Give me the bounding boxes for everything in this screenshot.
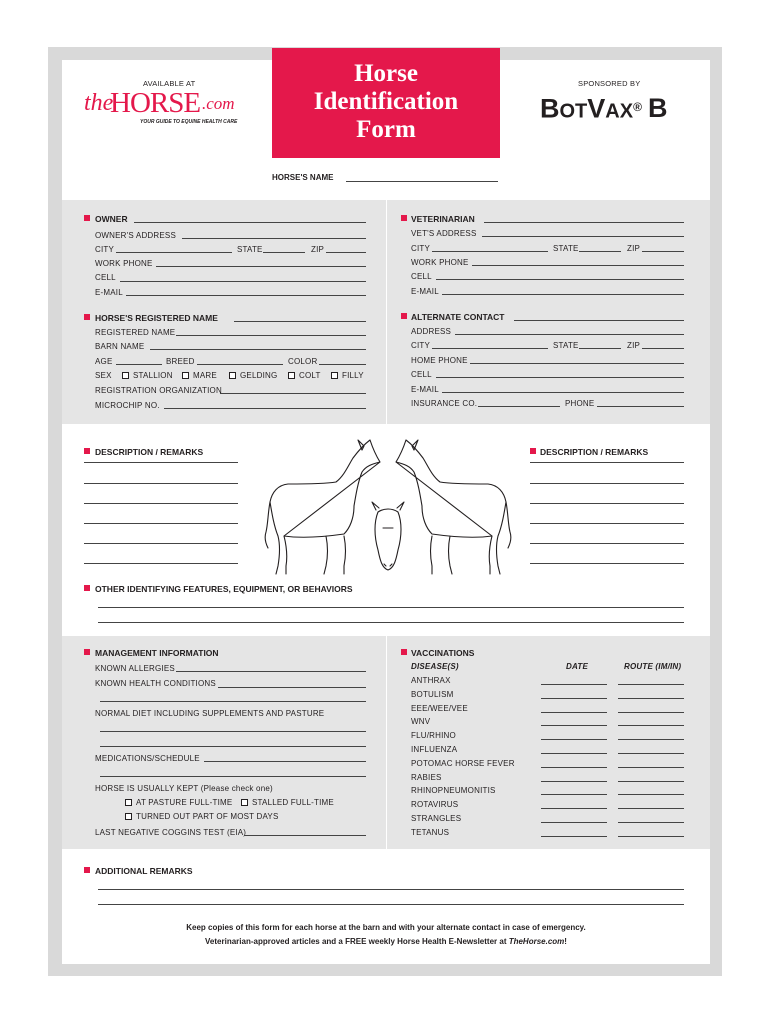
stalled-label: STALLED FULL-TIME [252,798,334,807]
vet-work-phone-label: WORK PHONE [411,258,469,267]
horse-diagram [258,432,518,582]
desc-left-line-2[interactable] [84,483,238,484]
vaccine-route-field[interactable] [618,684,684,685]
colt-label: COLT [299,371,321,380]
vaccine-name: TETANUS [411,827,450,837]
sex-label: SEX [95,371,112,380]
alt-city-label: CITY [411,341,431,350]
turned-out-label: TURNED OUT PART OF MOST DAYS [136,812,279,821]
alt-city-field[interactable] [432,348,548,349]
footer-site-link[interactable]: TheHorse.com [508,937,565,946]
owner-work-phone-label: WORK PHONE [95,259,153,268]
owner-state-field[interactable] [263,252,305,253]
title-line-1: Horse [354,60,418,87]
registered-name-label: REGISTERED NAME [95,328,176,337]
management-divider [386,636,387,849]
registered-bullet [84,314,90,320]
vaccine-date-field[interactable] [541,836,607,837]
alt-zip-field[interactable] [642,348,684,349]
vaccine-route-field[interactable] [618,753,684,754]
additional-line-2[interactable] [98,904,684,905]
footer-line-2-text: Veterinarian-approved articles and a FREE weekly Horse Health E-Newsletter at [205,937,509,946]
owner-work-phone-field[interactable] [156,266,366,267]
vet-address-label: VET'S ADDRESS [411,229,477,238]
desc-right-title: DESCRIPTION / REMARKS [540,447,649,457]
desc-left-line-1[interactable] [84,462,238,463]
alt-email-field[interactable] [442,392,684,393]
allergies-label: KNOWN ALLERGIES [95,664,175,673]
vaccine-route-field[interactable] [618,767,684,768]
vaccine-name: RHINOPNEUMONITIS [411,786,496,796]
desc-left-line-4[interactable] [84,523,238,524]
vaccine-route-field[interactable] [618,712,684,713]
vet-zip-field[interactable] [642,251,684,252]
vet-city-label: CITY [411,244,431,253]
desc-right-line-4[interactable] [530,523,684,524]
alt-email-label: E-MAIL [411,385,439,394]
vaccine-route-field[interactable] [618,725,684,726]
horse-name-label: HORSE'S NAME [272,173,334,182]
mare-checkbox[interactable] [182,372,189,379]
alternate-name-field[interactable] [514,320,684,321]
vaccine-route-field[interactable] [618,739,684,740]
gelding-label: GELDING [240,371,278,380]
alt-state-label: STATE [553,341,579,350]
disease-col-header: DISEASE(S) [411,662,459,671]
vaccine-name: RABIES [411,772,442,782]
filly-checkbox[interactable] [331,372,338,379]
alt-cell-label: CELL [411,370,432,379]
vaccine-name: EEE/WEE/VEE [411,703,468,713]
available-at-label: AVAILABLE AT [143,79,196,88]
medications-line-2[interactable] [100,776,366,777]
owner-title: OWNER [95,214,128,224]
features-line-1[interactable] [98,607,684,608]
alt-home-phone-label: HOME PHONE [411,356,468,365]
vaccine-name: BOTULISM [411,689,454,699]
vaccine-date-field[interactable] [541,712,607,713]
contacts-divider [386,200,387,424]
features-title: OTHER IDENTIFYING FEATURES, EQUIPMENT, OR BEHAVIORS [95,584,353,594]
horse-front-head [372,502,404,570]
vaccine-route-field[interactable] [618,781,684,782]
vet-title: VETERINARIAN [411,214,475,224]
additional-line-1[interactable] [98,889,684,890]
vet-name-field[interactable] [484,222,684,223]
conditions-line-2[interactable] [100,701,366,702]
vet-state-label: STATE [553,244,579,253]
alternate-title: ALTERNATE CONTACT [411,312,505,322]
owner-cell-label: CELL [95,273,116,282]
vaccine-date-field[interactable] [541,781,607,782]
registered-title-field[interactable] [234,321,366,322]
logo-the: the [84,90,114,116]
desc-left-line-6[interactable] [84,563,238,564]
vaccine-date-field[interactable] [541,684,607,685]
owner-city-label: CITY [95,245,115,254]
alt-home-phone-field[interactable] [470,363,684,364]
turned-out-checkbox[interactable] [125,813,132,820]
desc-right-line-6[interactable] [530,563,684,564]
vaccine-date-field[interactable] [541,698,607,699]
management-bullet [84,649,90,655]
registered-name-field[interactable] [176,335,366,336]
stallion-label: STALLION [133,371,173,380]
pasture-checkbox[interactable] [125,799,132,806]
horse-name-field[interactable] [346,181,498,182]
owner-state-label: STATE [237,245,263,254]
barn-name-label: BARN NAME [95,342,145,351]
diet-label: NORMAL DIET INCLUDING SUPPLEMENTS AND PASTURE [95,709,325,718]
horse-left-outline [265,440,380,574]
horse-right-outline [396,440,511,574]
vaccine-date-field[interactable] [541,753,607,754]
vaccine-name: STRANGLES [411,814,462,823]
additional-title: ADDITIONAL REMARKS [95,866,193,876]
diet-line-2[interactable] [100,746,366,747]
stalled-checkbox[interactable] [241,799,248,806]
thehorse-logo [84,88,254,128]
vaccine-name: FLU/RHINO [411,731,456,741]
alt-address-field[interactable] [455,334,684,335]
owner-address-label: OWNER'S ADDRESS [95,231,176,240]
registered-title: HORSE'S REGISTERED NAME [95,313,218,323]
vet-email-label: E-MAIL [411,287,439,296]
vet-zip-label: ZIP [627,244,641,253]
vaccine-name: INFLUENZA [411,745,458,754]
vaccine-route-field[interactable] [618,808,684,809]
vaccine-date-field[interactable] [541,822,607,823]
vet-cell-field[interactable] [436,279,684,280]
insurance-field[interactable] [478,406,560,407]
vaccine-route-field[interactable] [618,822,684,823]
filly-label: FILLY [342,371,364,380]
management-title: MANAGEMENT INFORMATION [95,648,219,658]
vaccine-name: WNV [411,717,431,727]
vaccine-name: ROTAVIRUS [411,800,459,810]
microchip-field[interactable] [164,408,366,409]
kept-label: HORSE IS USUALLY KEPT (Please check one) [95,784,273,793]
mare-label: MARE [193,371,217,380]
vaccine-date-field[interactable] [541,808,607,809]
owner-email-field[interactable] [126,295,366,296]
alt-address-label: ADDRESS [411,327,452,336]
medications-field[interactable] [204,761,366,762]
footer-line-1: Keep copies of this form for each horse at the barn and with your alternate contact in case of emergency. [186,923,586,932]
allergies-field[interactable] [176,671,366,672]
color-field[interactable] [319,364,366,365]
desc-right-line-5[interactable] [530,543,684,544]
vet-email-field[interactable] [442,294,684,295]
owner-city-field[interactable] [116,252,232,253]
vaccine-name: ANTHRAX [411,676,451,685]
desc-left-line-3[interactable] [84,503,238,504]
owner-zip-label: ZIP [311,245,325,254]
additional-bullet [84,867,90,873]
microchip-label: MICROCHIP NO. [95,401,160,410]
footer-line-2-end: ! [564,937,567,946]
diet-line-1[interactable] [100,731,366,732]
vet-city-field[interactable] [432,251,548,252]
vet-work-phone-field[interactable] [472,265,684,266]
vet-cell-label: CELL [411,272,432,281]
owner-cell-field[interactable] [120,281,366,282]
breed-label: BREED [166,357,195,366]
vaccine-date-field[interactable] [541,794,607,795]
desc-left-title: DESCRIPTION / REMARKS [95,447,204,457]
owner-name-field[interactable] [134,222,366,223]
botvax-logo: BOTVAX® B [540,93,668,124]
footer-line-2 [62,937,710,947]
logo-com: .com [202,94,235,113]
pasture-label: AT PASTURE FULL-TIME [136,798,233,807]
alt-phone-label: PHONE [565,399,595,408]
reg-org-field[interactable] [220,393,366,394]
alt-cell-field[interactable] [436,377,684,378]
vaccine-route-field[interactable] [618,794,684,795]
colt-checkbox[interactable] [288,372,295,379]
age-label: AGE [95,357,113,366]
vaccine-date-field[interactable] [541,739,607,740]
medications-label: MEDICATIONS/SCHEDULE [95,754,200,763]
owner-address-field[interactable] [182,238,366,239]
gelding-checkbox[interactable] [229,372,236,379]
breed-field[interactable] [197,364,283,365]
vet-bullet [401,215,407,221]
insurance-label: INSURANCE CO. [411,399,478,408]
owner-bullet [84,215,90,221]
conditions-label: KNOWN HEALTH CONDITIONS [95,679,216,688]
vet-state-field[interactable] [579,251,621,252]
date-col-header: DATE [566,662,588,671]
stallion-checkbox[interactable] [122,372,129,379]
sponsored-by-label: SPONSORED BY [578,79,641,88]
age-field[interactable] [116,364,162,365]
vaccine-date-field[interactable] [541,725,607,726]
title-block [272,48,500,158]
vaccine-route-field[interactable] [618,836,684,837]
vaccine-route-field[interactable] [618,698,684,699]
logo-tagline: YOUR GUIDE TO EQUINE HEALTH CARE [140,119,238,125]
reg-org-label: REGISTRATION ORGANIZATION [95,386,222,395]
owner-email-label: E-MAIL [95,288,123,297]
desc-right-line-3[interactable] [530,503,684,504]
color-label: COLOR [288,357,318,366]
vaccinations-bullet [401,649,407,655]
alt-phone-field[interactable] [597,406,684,407]
desc-right-line-2[interactable] [530,483,684,484]
coggins-field[interactable] [244,835,366,836]
vaccinations-title: VACCINATIONS [411,648,475,658]
owner-zip-field[interactable] [326,252,366,253]
barn-name-field[interactable] [150,349,366,350]
desc-left-bullet [84,448,90,454]
desc-left-line-5[interactable] [84,543,238,544]
desc-right-line-1[interactable] [530,462,684,463]
vaccine-name: POTOMAC HORSE FEVER [411,758,515,768]
vaccine-date-field[interactable] [541,767,607,768]
coggins-label: LAST NEGATIVE COGGINS TEST (EIA) [95,828,247,837]
alternate-bullet [401,313,407,319]
route-col-header: ROUTE (IM/IN) [624,662,682,671]
logo-horse: HORSE [110,87,201,119]
features-bullet [84,585,90,591]
title-line-3: Form [356,116,416,143]
conditions-field[interactable] [218,687,366,688]
title-line-2: Identification [313,88,459,115]
alt-zip-label: ZIP [627,341,641,350]
vet-address-field[interactable] [482,236,684,237]
desc-right-bullet [530,448,536,454]
features-line-2[interactable] [98,622,684,623]
alt-state-field[interactable] [579,348,621,349]
